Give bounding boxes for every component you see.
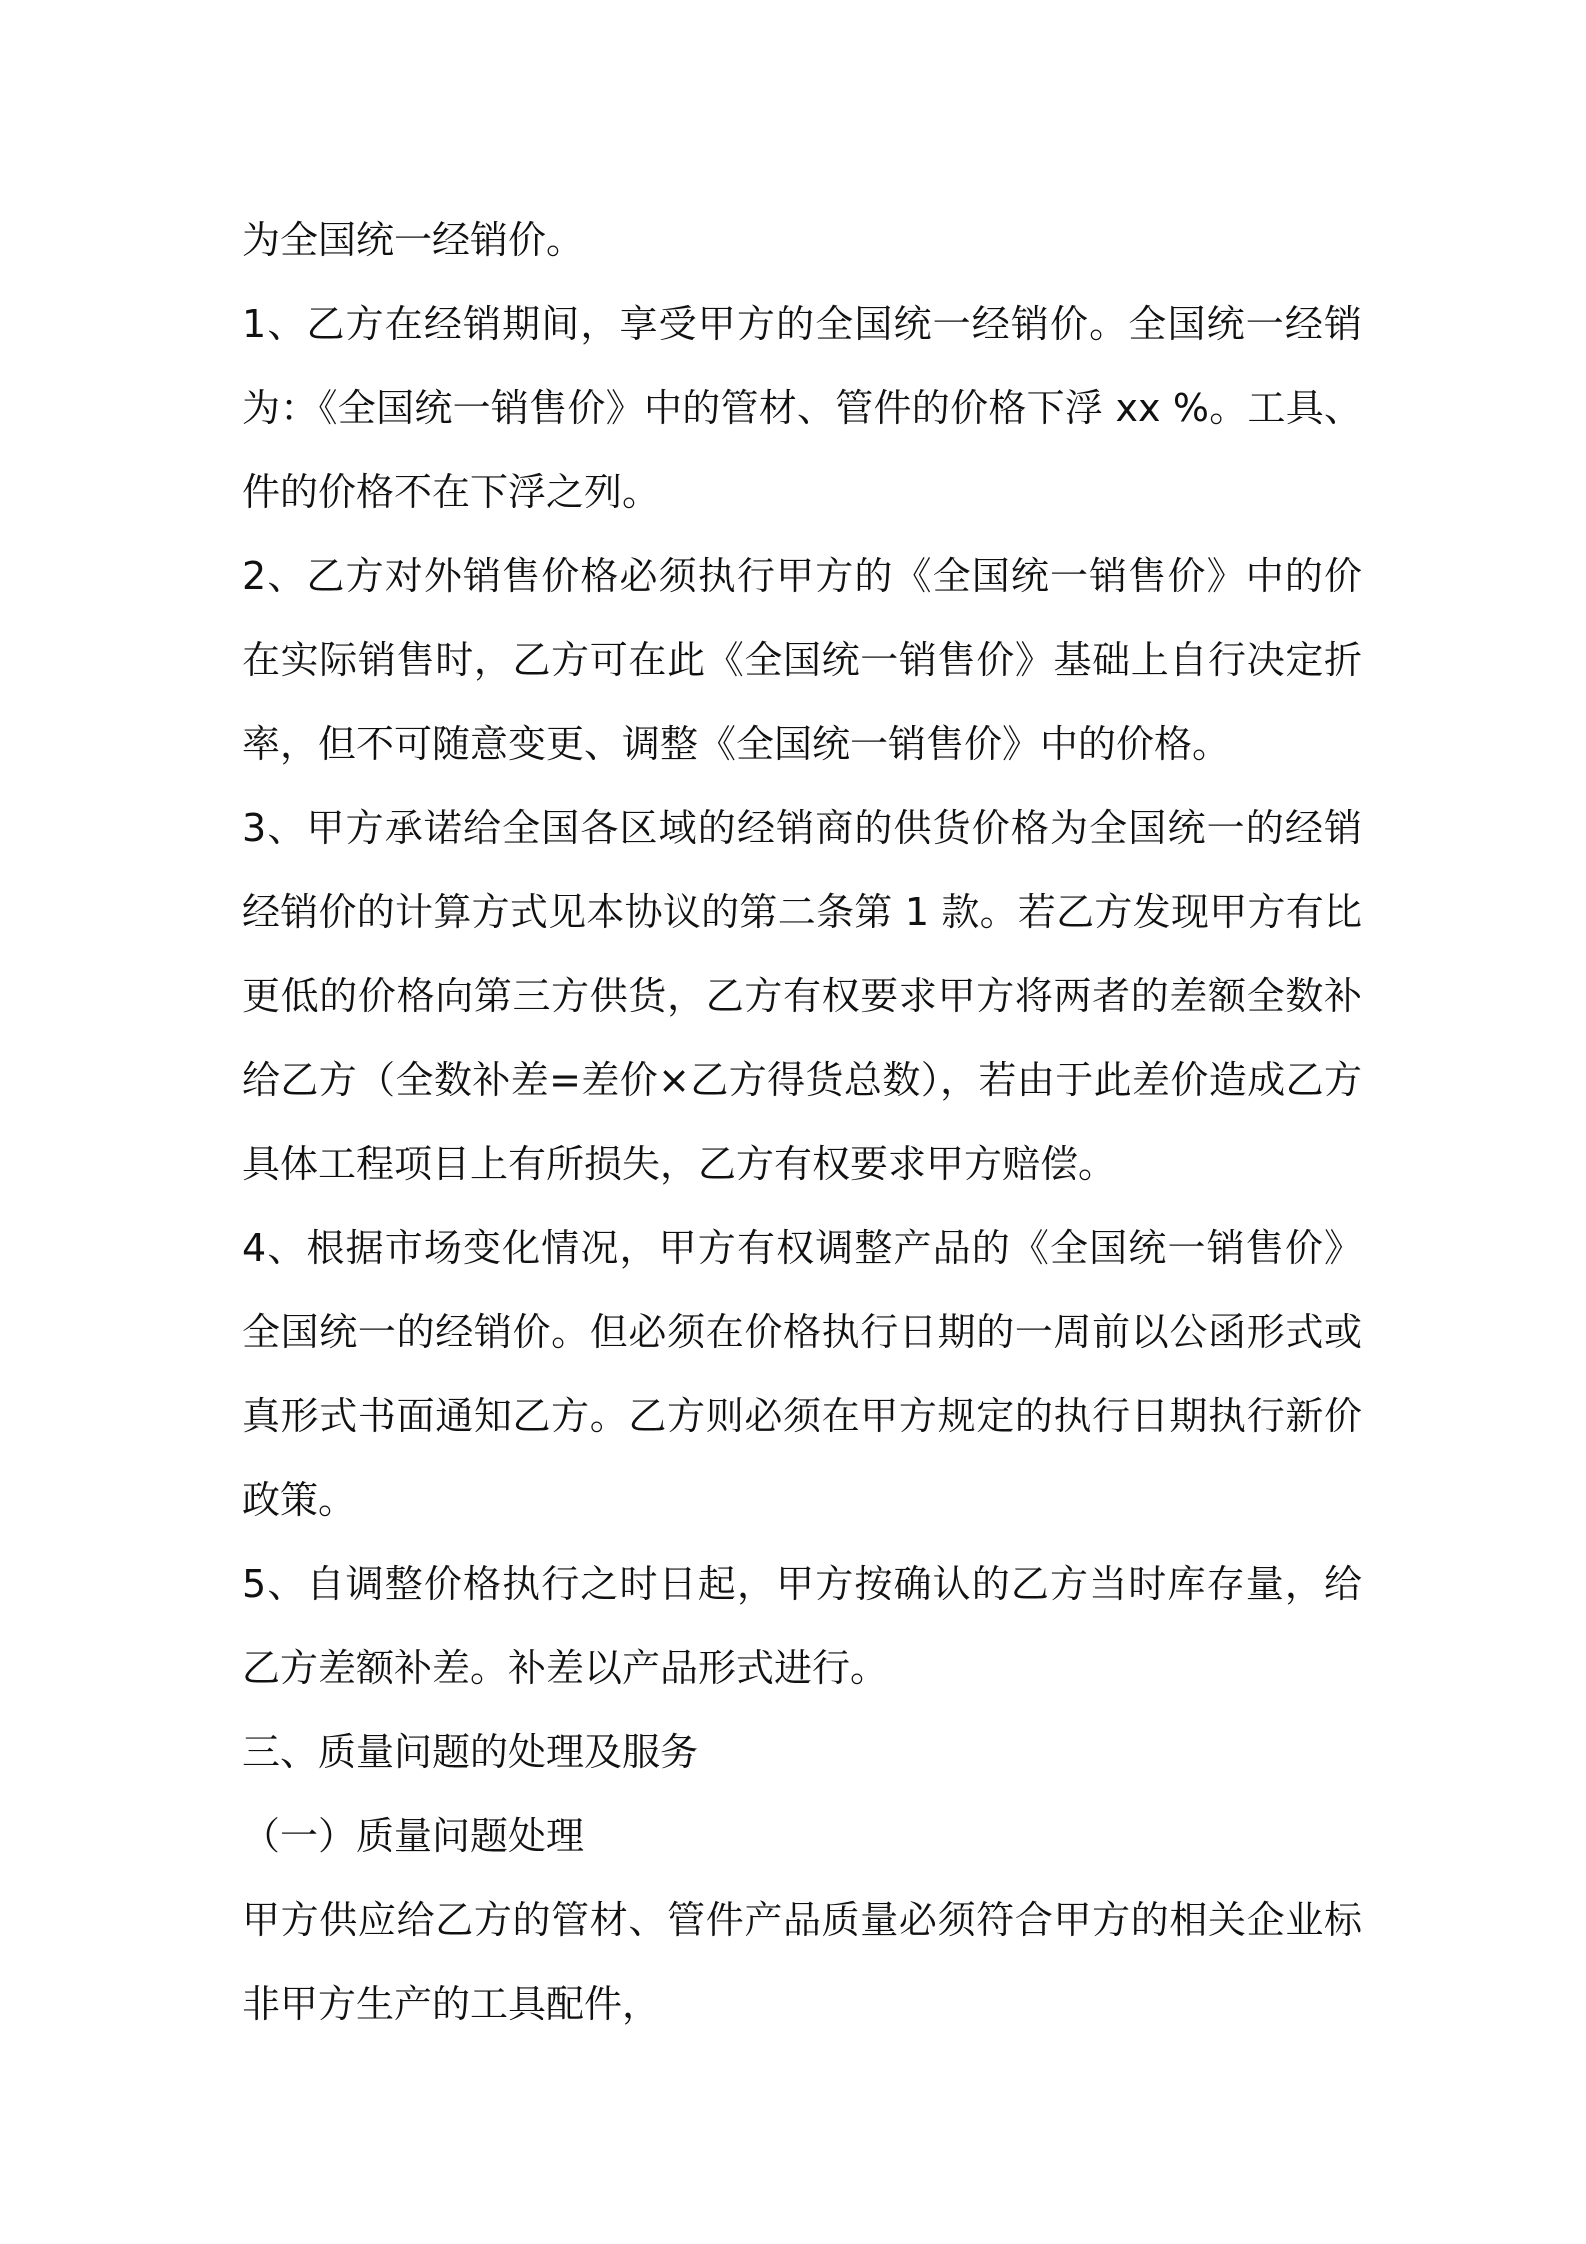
text-line: 更低的价格向第三方供货，乙方有权要求甲方将两者的差额全数补 — [242, 974, 1362, 1018]
text-line: 5、自调整价格执行之时日起，甲方按确认的乙方当时库存量，给 — [242, 1562, 1362, 1606]
text-line: 在实际销售时，乙方可在此《全国统一销售价》基础上自行决定折 — [242, 638, 1362, 682]
subsection-heading: （一）质量问题处理 — [242, 1814, 585, 1858]
section-heading: 三、质量问题的处理及服务 — [242, 1730, 699, 1774]
text-line: 真形式书面通知乙方。乙方则必须在甲方规定的执行日期执行新价 — [242, 1394, 1362, 1438]
text-line: 为全国统一经销价。 — [242, 218, 585, 262]
text-line: 非甲方生产的工具配件， — [242, 1982, 661, 2026]
text-line: 件的价格不在下浮之列。 — [242, 470, 661, 514]
text-line: 全国统一的经销价。但必须在价格执行日期的一周前以公函形式或 — [242, 1310, 1362, 1354]
text-line: 率，但不可随意变更、调整《全国统一销售价》中的价格。 — [242, 722, 1231, 766]
text-line: 甲方供应给乙方的管材、管件产品质量必须符合甲方的相关企业标 — [242, 1898, 1362, 1942]
text-line: 给乙方（全数补差=差价×乙方得货总数），若由于此差价造成乙方 — [242, 1058, 1362, 1102]
text-line: 为：《全国统一销售价》中的管材、管件的价格下浮 xx %。工具、 — [242, 386, 1362, 430]
document-body — [242, 198, 1362, 2046]
text-line: 4、根据市场变化情况，甲方有权调整产品的《全国统一销售价》 — [242, 1226, 1362, 1270]
text-line: 乙方差额补差。补差以产品形式进行。 — [242, 1646, 889, 1690]
text-line: 3、甲方承诺给全国各区域的经销商的供货价格为全国统一的经销 — [242, 806, 1362, 850]
text-line: 具体工程项目上有所损失，乙方有权要求甲方赔偿。 — [242, 1142, 1117, 1186]
text-line: 经销价的计算方式见本协议的第二条第 1 款。若乙方发现甲方有比 — [242, 890, 1362, 934]
text-line: 2、乙方对外销售价格必须执行甲方的《全国统一销售价》中的价 — [242, 554, 1362, 598]
text-line: 1、乙方在经销期间，享受甲方的全国统一经销价。全国统一经销 — [242, 302, 1362, 346]
text-line: 政策。 — [242, 1478, 357, 1522]
